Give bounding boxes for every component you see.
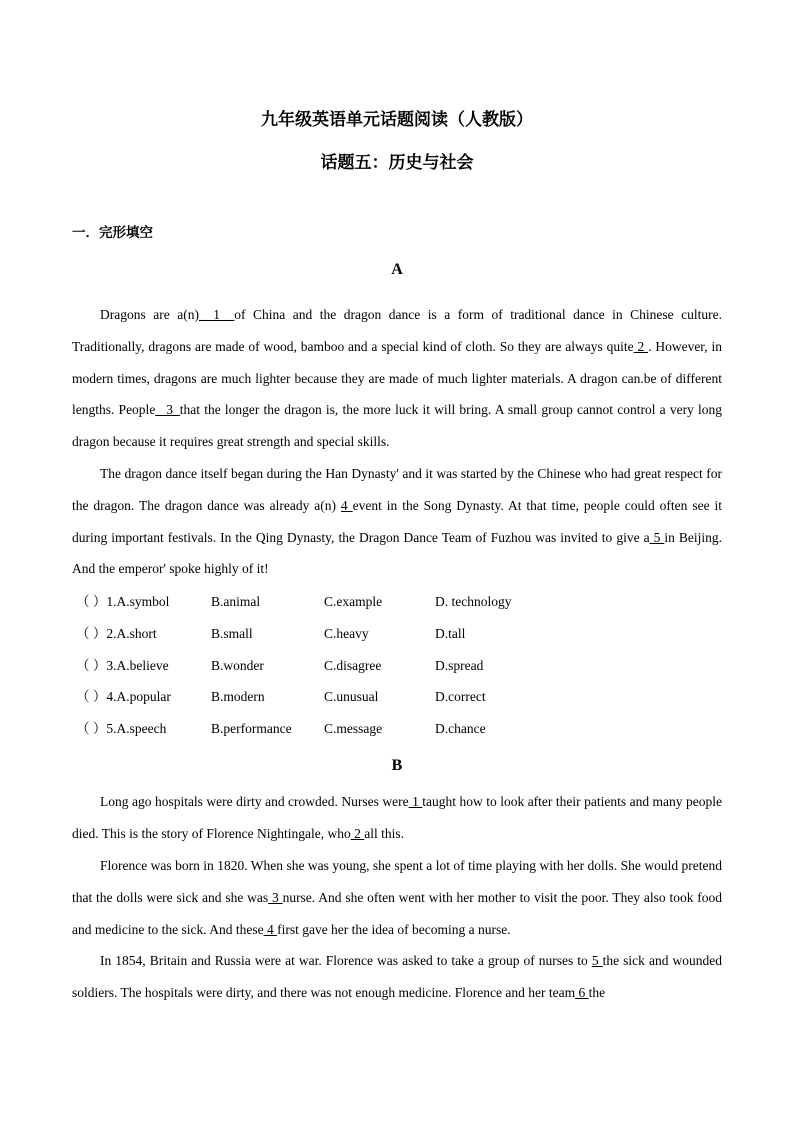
paragraph-text: the sick and wounded soldiers. The hospitals were dirty, and there was not enough medicine. Florence and her team [72, 953, 722, 1000]
option-d: D. technology [435, 594, 512, 609]
answer-blank: _ 3_ [155, 402, 180, 418]
paragraph-text: of China and the dragon dance is a form of traditional dance in Chinese culture. Traditionally, dragons are made of wood, bamboo and a special kind of cloth. So they are always quite [72, 307, 723, 354]
document-subtitle: 话题五：历史与社会 [320, 153, 474, 173]
option-question: （ ）4.A.popular [76, 689, 171, 705]
paragraph-text: taught how to look after their patients and many people died. This is the story of Florence Nightingale, who [72, 794, 722, 841]
answer-blank: 5 [591, 953, 603, 968]
option-d: D.chance [435, 721, 486, 737]
passage-b-paragraph-2 [72, 850, 722, 945]
paragraph-text: nurse. And she often went with her mother to visit the poor. They also took food and medicine to the sick. And these [72, 889, 723, 937]
document-title: 九年级英语单元话题阅读（人教版） [261, 110, 533, 130]
paragraph-text: that the longer the dragon is, the more luck it will bring. A small group cannot control a very long dragon because it requires great strength and special skills. [72, 402, 723, 450]
paragraph-text: the [588, 984, 606, 1000]
passage-a-paragraph-1 [72, 299, 722, 458]
paragraph-text: Long ago hospitals were dirty and crowded. Nurses were [100, 794, 409, 809]
answer-blank: 4 [263, 921, 278, 937]
option-b: B.wonder [211, 657, 264, 673]
option-question: （ ）5.A.speech [76, 721, 167, 737]
option-d: D.correct [435, 689, 486, 705]
passage-a-label: A [391, 261, 403, 278]
answer-blank: 6 [575, 984, 589, 1000]
option-b: B.performance [211, 721, 292, 737]
answer-blank: 4 [340, 497, 353, 513]
option-c: C.heavy [324, 625, 369, 641]
passage-b-paragraph-1 [72, 786, 722, 850]
option-b: B.animal [211, 594, 261, 609]
option-d: D.tall [435, 625, 466, 641]
option-c: C.example [324, 594, 383, 609]
option-question: （ ）2.A.short [76, 625, 157, 641]
option-b: B.small [211, 625, 253, 641]
paragraph-text: The dragon dance itself began during the Han Dynasty' and it was started by the Chinese who had great respect for the dragon. The dragon dance was already a(n) [72, 466, 722, 513]
answer-blank: 2 [633, 338, 649, 354]
option-question: （ ）3.A.believe [76, 657, 169, 673]
paragraph-text: all this. [364, 825, 404, 841]
passage-a-paragraph-2 [72, 458, 722, 585]
option-c: C.disagree [324, 657, 382, 673]
option-row [72, 618, 722, 650]
answer-blank: 3 [268, 889, 283, 905]
option-d: D.spread [435, 657, 484, 673]
answer-blank: 1 [408, 794, 423, 809]
option-b: B.modern [211, 689, 265, 705]
paragraph-text: . However, in modern times, dragons are much lighter because they are made of much lighter materials. A dragon can.be of different lengths. People [72, 338, 722, 418]
passage-b-label: B [391, 757, 403, 774]
option-c: C.message [324, 721, 383, 737]
paragraph-text: Florence was born in 1820. When she was young, she spent a lot of time playing with her dolls. She would pretend that the dolls were sick and she was [72, 858, 722, 905]
option-c: C.unusual [324, 689, 379, 705]
answer-blank: 2 [350, 825, 365, 841]
option-question: （ ）1.A.symbol [76, 594, 170, 609]
options-list [72, 586, 722, 745]
option-row [72, 713, 722, 745]
option-row [72, 681, 722, 713]
paragraph-text: Dragons are a(n) [100, 307, 199, 322]
paragraph-text: event in the Song Dynasty. At that time, people could often see it during important festivals. In the Qing Dynasty, the Dragon Dance Team of Fuzhou was invited to give a [72, 497, 723, 545]
paragraph-text: In 1854, Britain and Russia were at war. Florence was asked to take a group of nurses to [100, 953, 592, 968]
section-heading: 一．完形填空 [72, 225, 153, 241]
option-row [72, 586, 722, 618]
answer-blank: 5 [649, 529, 665, 545]
paragraph-text: first gave her the idea of becoming a nurse. [277, 921, 511, 937]
passage-b-paragraph-3 [72, 945, 722, 1009]
paragraph-text: in Beijing. And the emperor' spoke highly of it! [72, 529, 722, 577]
answer-blank: _ 1 _ [198, 307, 235, 322]
option-row [72, 650, 722, 682]
